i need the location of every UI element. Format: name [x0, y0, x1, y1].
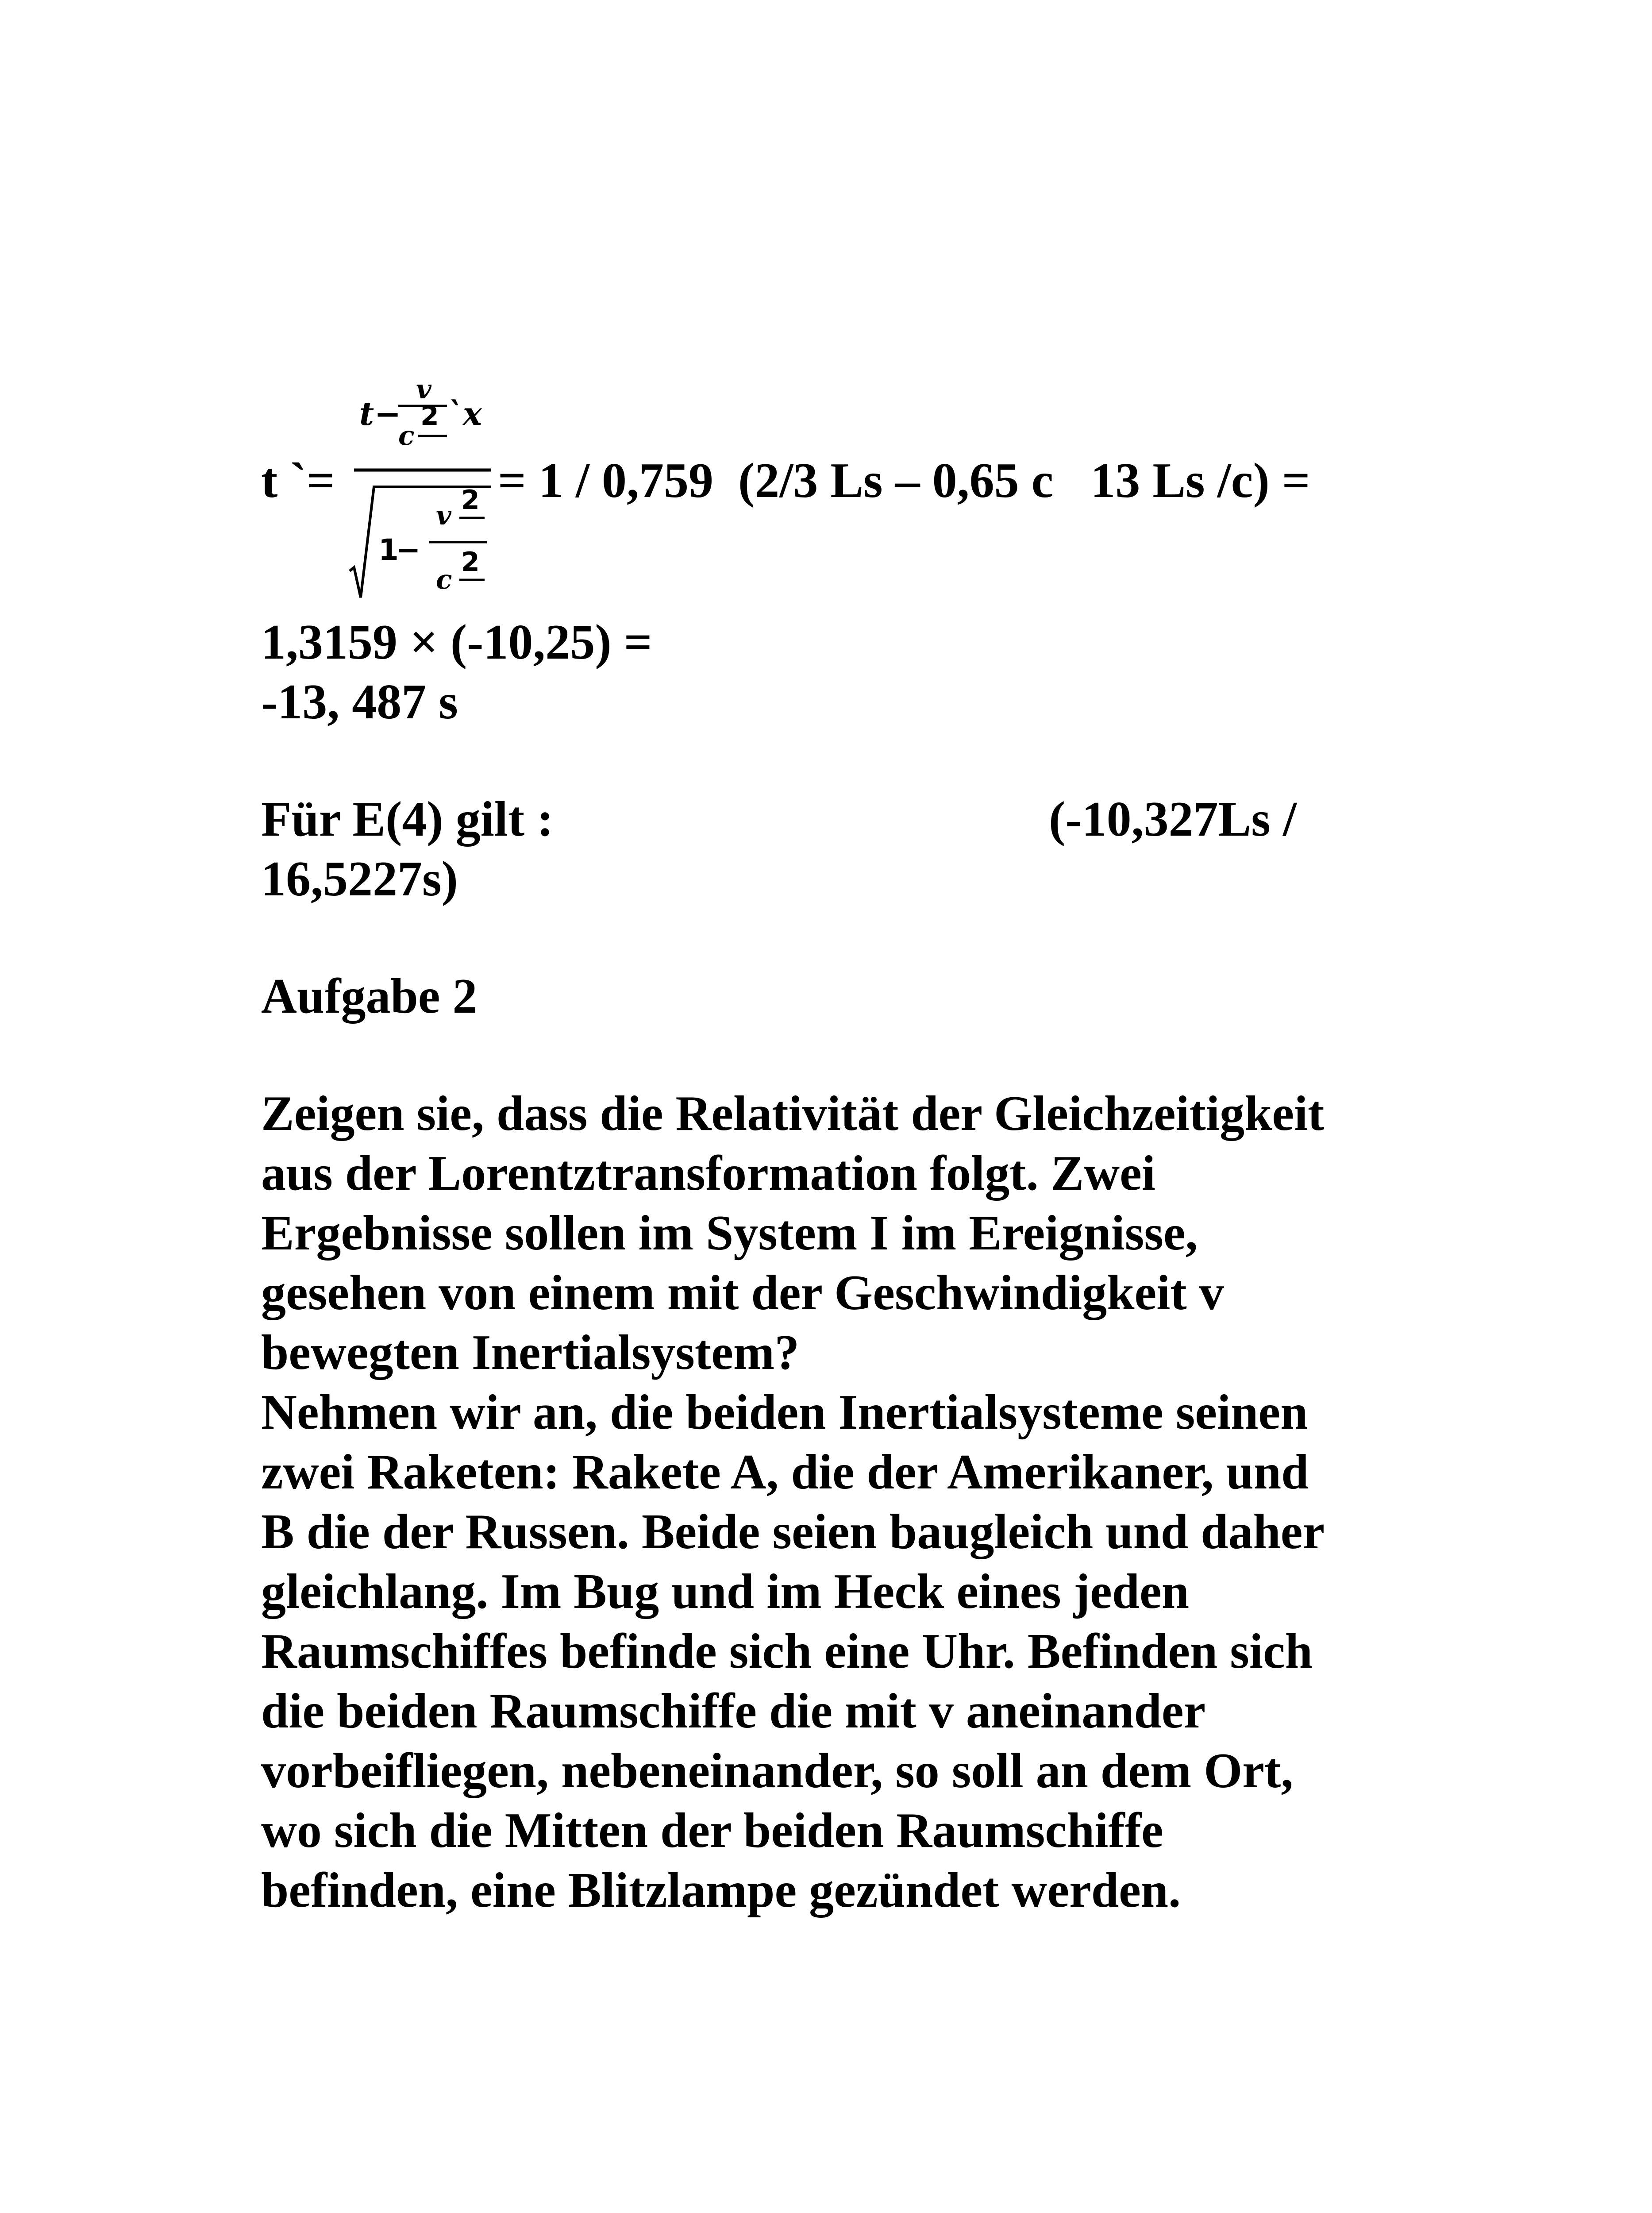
task-line: Zeigen sie, dass die Relativität der Gleichzeitigkeit	[261, 1086, 1325, 1141]
event4-coords-part2: 16,5227s)	[261, 852, 458, 906]
task-line: wo sich die Mitten der beiden Raumschiffe	[261, 1803, 1163, 1858]
task-line: Raumschiffes befinde sich eine Uhr. Befinden sich	[261, 1624, 1313, 1679]
denominator-v-exp: 2	[461, 485, 480, 516]
result-line-1: 1,3159 × (-10,25) =	[261, 615, 652, 670]
task-line: aus der Lorentztransformation folgt. Zwei	[261, 1146, 1155, 1201]
task-line: gesehen von einem mit der Geschwindigkeit v	[261, 1265, 1224, 1320]
event4-coords-part1: (-10,327Ls /	[1049, 792, 1297, 847]
task-line: vorbeifliegen, nebeneinander, so soll an dem Ort,	[261, 1743, 1294, 1798]
task-line: die beiden Raumschiffe die mit v aneinander	[261, 1684, 1206, 1739]
numerator-minus: −	[374, 395, 401, 432]
task-line: gleichlang. Im Bug und im Heck eines jeden	[261, 1564, 1190, 1619]
lorentz-fraction	[0, 0, 531, 620]
numerator-c: c	[398, 420, 415, 451]
denominator-minus: −	[396, 533, 421, 567]
task-heading: Aufgabe 2	[261, 969, 478, 1024]
task-line: befinden, eine Blitzlampe gezündet werden.	[261, 1863, 1181, 1918]
numerator-tick-x: `x	[447, 395, 482, 432]
task-line: Nehmen wir an, die beiden Inertialsysteme seinen	[261, 1385, 1308, 1440]
task-line: Ergebnisse sollen im System I im Ereignisse,	[261, 1206, 1198, 1261]
event4-label: Für E(4) gilt :	[261, 792, 554, 847]
denominator-v: v	[436, 500, 451, 531]
denominator-c: c	[436, 564, 452, 595]
denominator-c-exp: 2	[461, 547, 480, 578]
task-line: B die der Russen. Beide seien baugleich und daher	[261, 1504, 1325, 1559]
task-line: zwei Raketen: Rakete A, die der Amerikaner, und	[261, 1445, 1309, 1500]
denominator-one: 1	[378, 533, 399, 567]
formula-lhs: t `=	[261, 453, 335, 508]
numerator-t: t	[359, 395, 374, 432]
result-line-2: -13, 487 s	[261, 675, 458, 729]
task-line: bewegten Inertialsystem?	[261, 1325, 800, 1380]
numerator-v: v	[416, 374, 431, 405]
numerator-exp: 2	[420, 401, 439, 432]
formula-rhs: = 1 / 0,759 (2/3 Ls – 0,65 c 13 Ls /c) =	[498, 453, 1310, 508]
